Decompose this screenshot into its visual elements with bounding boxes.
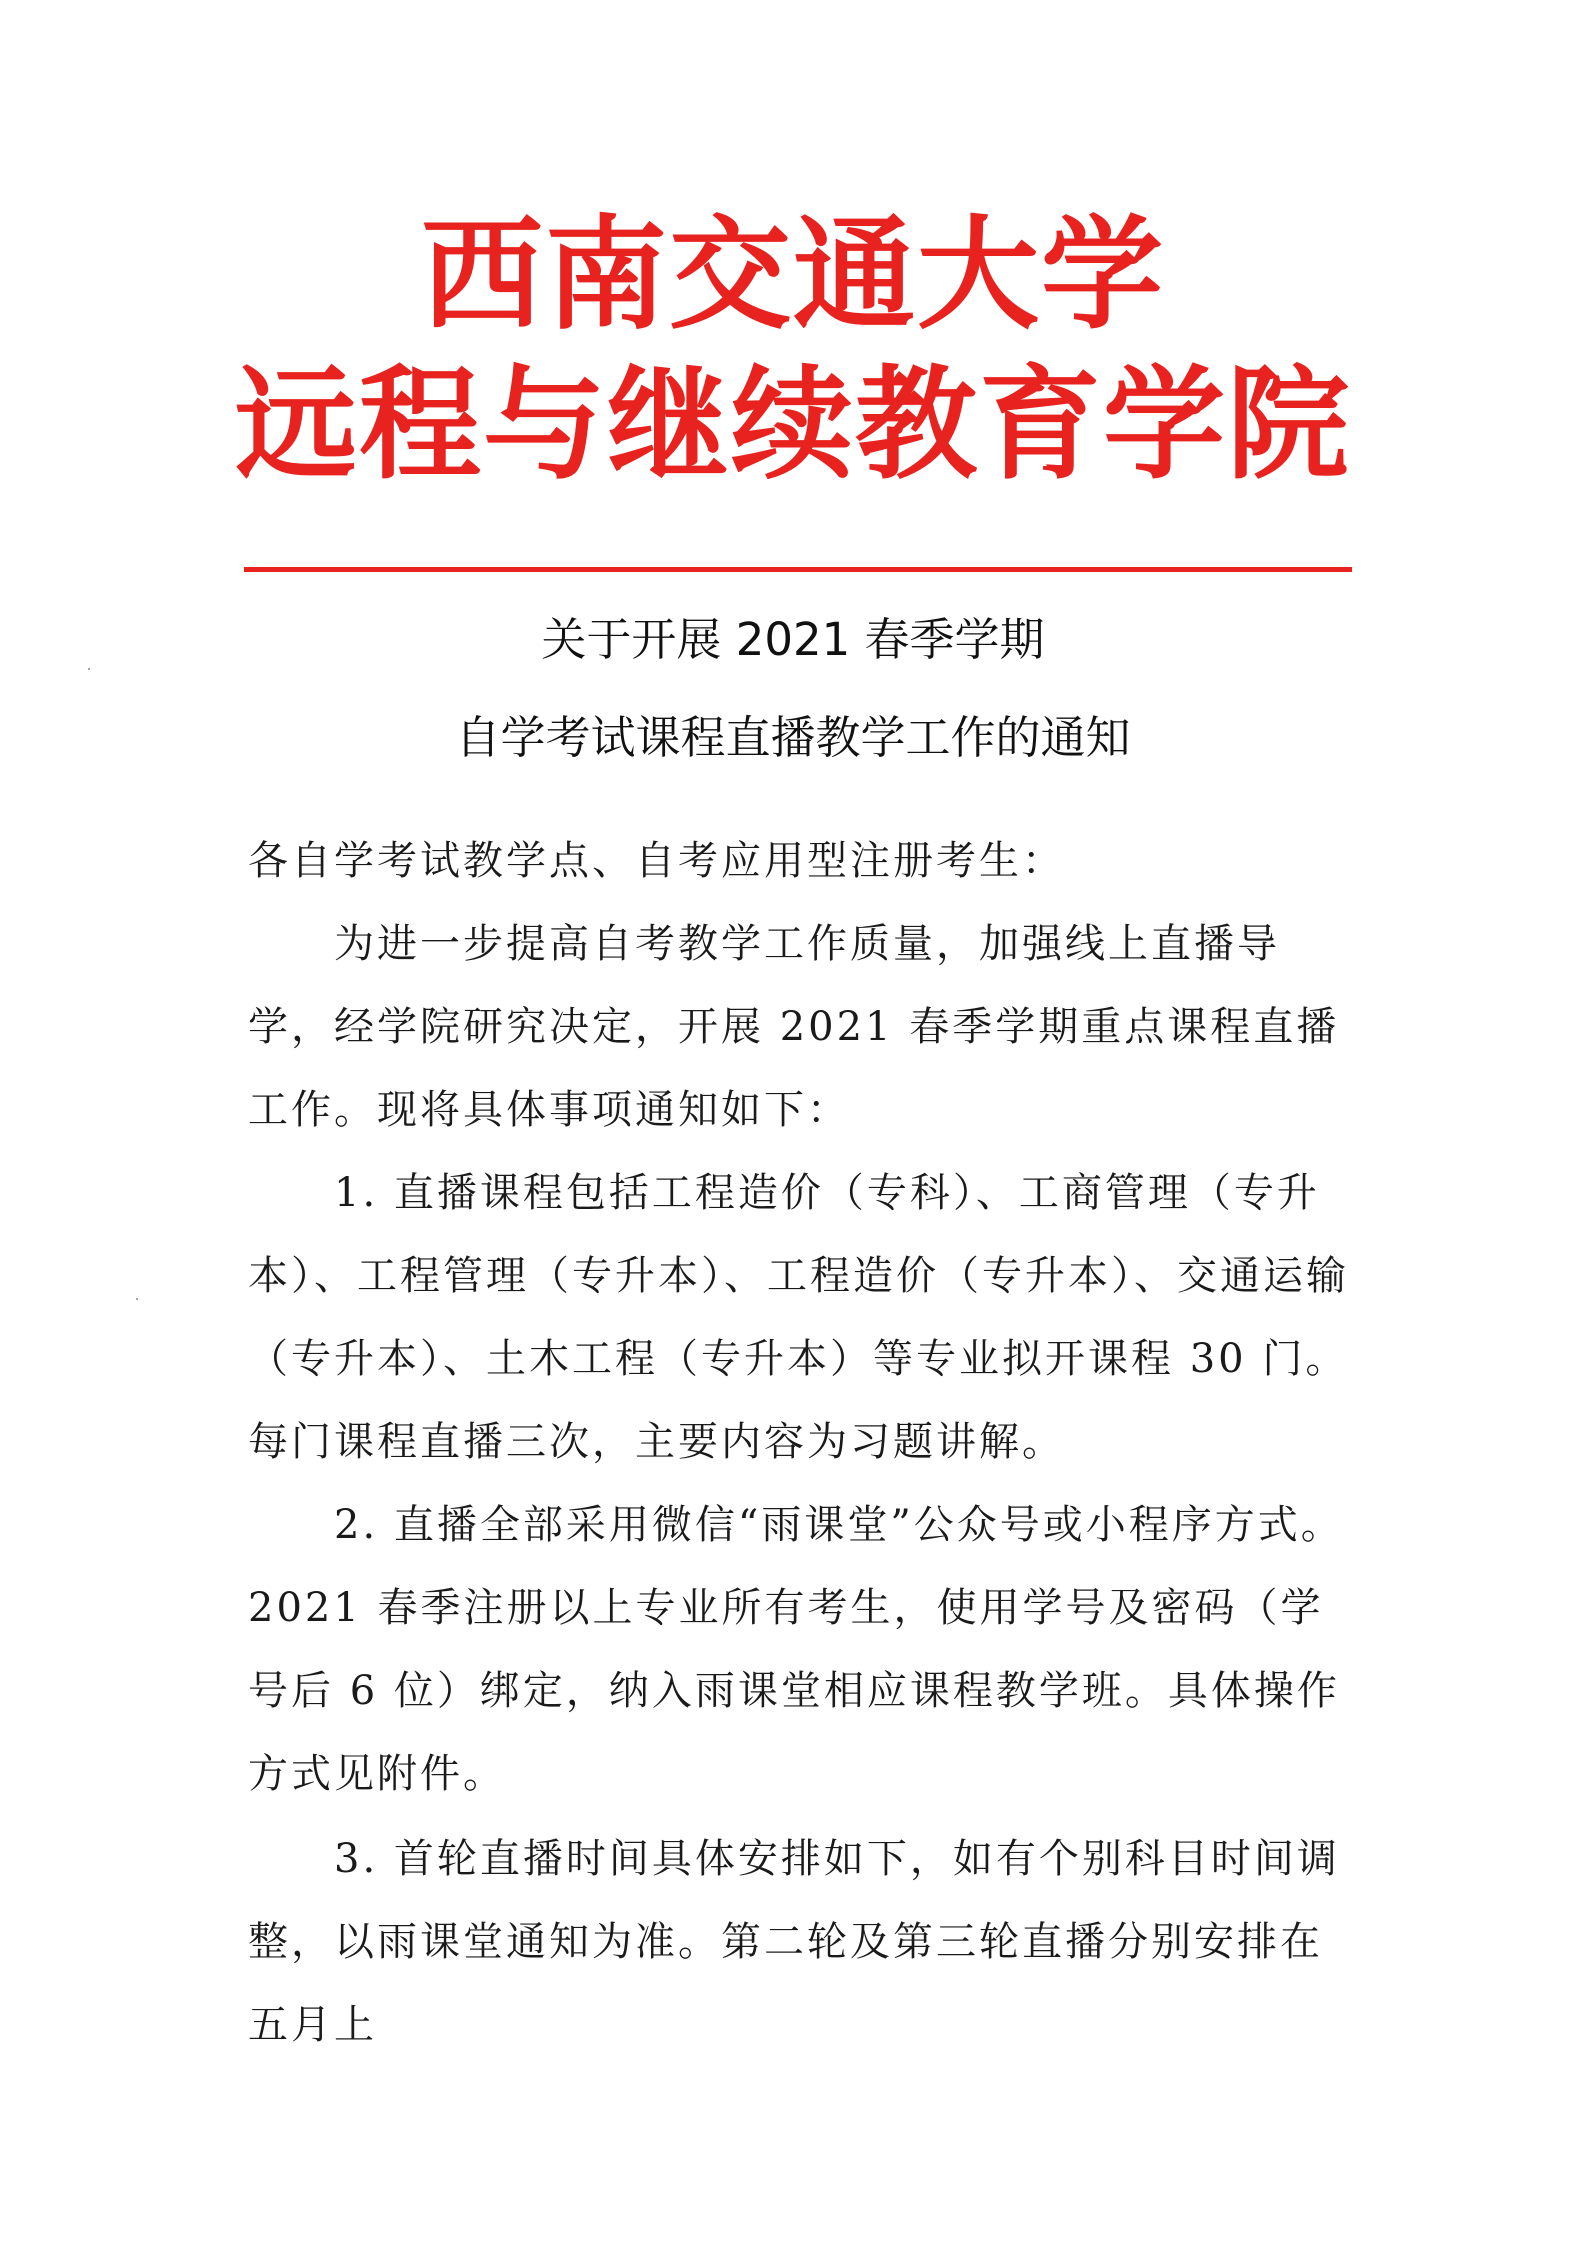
letterhead-university-name: 西南交通大学: [421, 204, 1165, 346]
letterhead-college-name: 远程与继续教育学院: [235, 354, 1351, 496]
item-2-paragraph: 2. 直播全部采用微信“雨课堂”公众号或小程序方式。2021 春季注册以上专业所有考生，使用学号及密码（学号后 6 位）绑定，纳入雨课堂相应课程教学班。具体操作方式见附件。: [248, 1502, 1344, 1797]
intro-paragraph: 为进一步提高自考教学工作质量，加强线上直播导学，经学院研究决定，开展 2021 春季学期重点课程直播工作。现将具体事项通知如下：: [248, 921, 1340, 1133]
item-1-paragraph: 1. 直播课程包括工程造价（专科）、工商管理（专升本）、工程管理（专升本）、工程造价（专升本）、交通运输（专升本）、土木工程（专升本）等专业拟开课程 30 门。每门课程直播三次，主要内容为习题讲解。: [248, 1170, 1349, 1465]
scan-speck: [136, 1298, 138, 1300]
letterhead-red-rule: [244, 567, 1352, 572]
notice-title-line2: 自学考试课程直播教学工作的通知: [455, 711, 1131, 764]
letterhead: [0, 205, 1586, 495]
notice-title-line1: 关于开展 2021 春季学期: [541, 613, 1045, 666]
scan-speck: [88, 668, 90, 670]
salutation: 各自学考试教学点、自考应用型注册考生：: [248, 838, 1065, 884]
item-3-paragraph: 3. 首轮直播时间具体安排如下，如有个别科目时间调整，以雨课堂通知为准。第二轮及第三轮直播分别安排在五月上: [248, 1836, 1340, 2048]
notice-body: [248, 820, 1358, 2067]
notice-title: [0, 612, 1586, 766]
